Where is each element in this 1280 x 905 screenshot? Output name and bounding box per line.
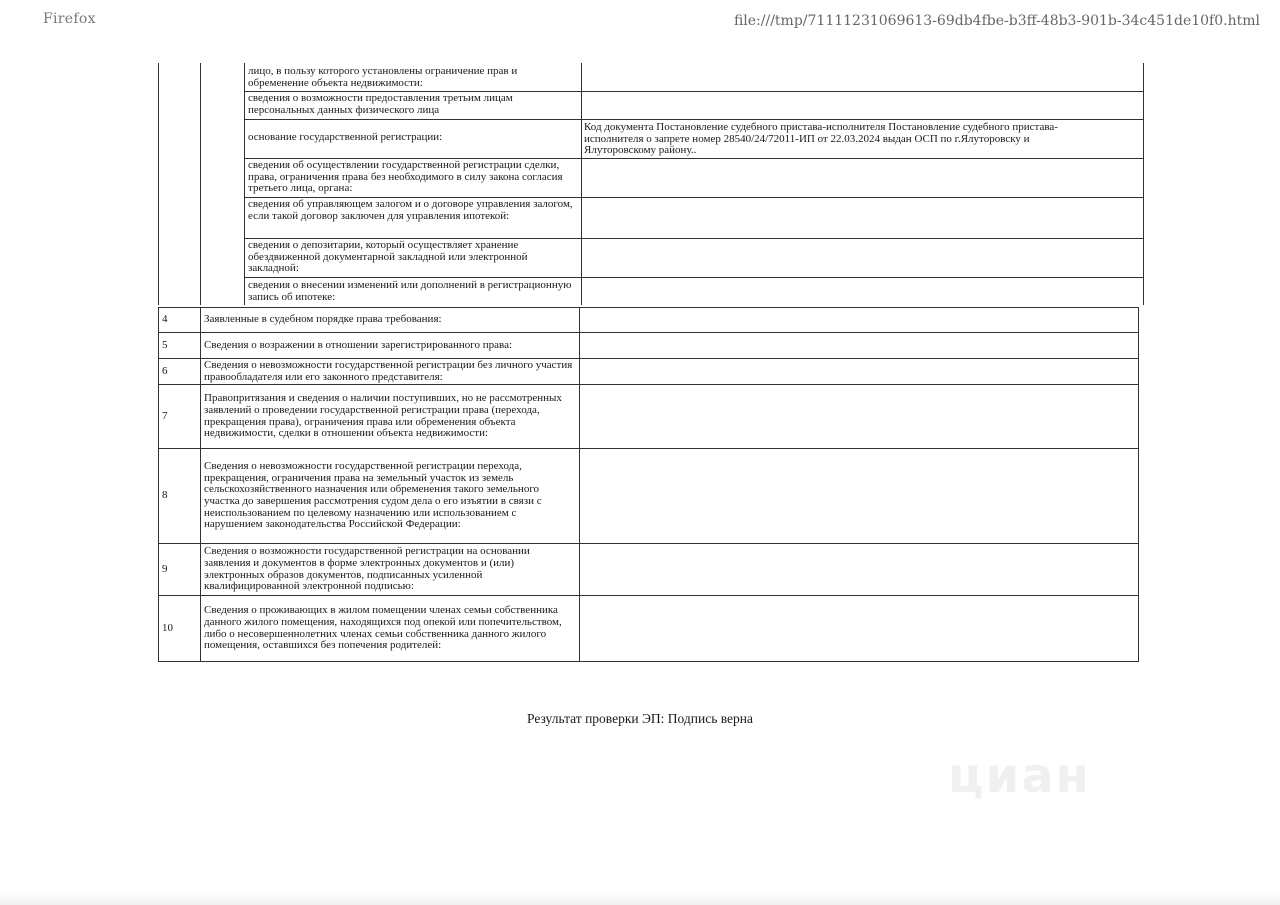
browser-name: Firefox — [43, 11, 96, 27]
table-row — [159, 385, 1139, 449]
row-label: Сведения о возражении в отношении зарегистрированного права: — [201, 333, 580, 359]
row-number: 8 — [159, 449, 201, 544]
section3-row-label: сведения о депозитарии, который осуществляет хранение обездвиженной документарной закладной или электронной закладной: — [248, 240, 528, 274]
table-row — [159, 449, 1139, 544]
row-number: 7 — [159, 385, 201, 449]
row-number: 5 — [159, 333, 201, 359]
table-row — [159, 596, 1139, 662]
table-row — [159, 544, 1139, 596]
row-label: Заявленные в судебном порядке права требования: — [201, 308, 580, 333]
row-value — [580, 544, 1139, 596]
table-row — [159, 308, 1139, 333]
section3-row-label: сведения о возможности предоставления третьим лицам персональных данных физического лица — [248, 93, 513, 116]
table-row — [159, 359, 1139, 385]
row-number: 6 — [159, 359, 201, 385]
section3-row-label: основание государственной регистрации: — [248, 132, 443, 143]
signature-check-result: Результат проверки ЭП: Подпись верна — [527, 711, 753, 726]
row-value — [580, 596, 1139, 662]
encumbrance-details-table — [158, 63, 1144, 305]
row-label: Сведения о невозможности государственной регистрации перехода, прекращения, ограничения права на земельный участок из земель сельскохозяйственного назначения или обременения такого земельного участка до завершения рассмотрения судом дела о его изъятии в связи с неиспользованием по целевому назначению или использованием с нарушением законодательства Российской Федерации: — [201, 449, 580, 544]
page-bottom-edge — [0, 891, 1280, 905]
section3-row-label: сведения об управляющем залогом и о договоре управления залогом, если такой договор заключен для управления ипотекой: — [248, 199, 573, 222]
row-value — [580, 385, 1139, 449]
row-number: 4 — [159, 308, 201, 333]
row-label: Сведения о возможности государственной регистрации на основании заявления и документов в форме электронных документов и (или) электронных образов документов, подписанных усиленной квалифицированной электронной подписью: — [201, 544, 580, 596]
cian-watermark: циан — [948, 748, 1091, 804]
row-number: 9 — [159, 544, 201, 596]
row-value — [580, 308, 1139, 333]
row-value — [580, 359, 1139, 385]
section3-row-label: сведения о внесении изменений или дополнений в регистрационную запись об ипотеке: — [248, 280, 572, 303]
page-url: file:///tmp/71111231069613-69db4fbe-b3ff-48b3-901b-34c451de10f0.html — [733, 13, 1260, 29]
section3-row-label: сведения об осуществлении государственной регистрации сделки, права, ограничения права без необходимого в силу закона согласия третьего лица, органа: — [248, 160, 563, 194]
table-row — [159, 333, 1139, 359]
row-number: 10 — [159, 596, 201, 662]
row-label: Сведения о проживающих в жилом помещении членах семьи собственника данного жилого помещения, находящихся под опекой или попечительством, либо о несовершеннолетних членах семьи собственника данного жилого помещения, оставшихся без попечения родителей: — [201, 596, 580, 662]
row-label: Правопритязания и сведения о наличии поступивших, но не рассмотренных заявлений о проведении государственной регистрации права (перехода, прекращения права), ограничения права или обременения объекта недвижимости, сделки в отношении объекта недвижимости: — [201, 385, 580, 449]
row-value — [580, 333, 1139, 359]
section3-row-label: лицо, в пользу которого установлены ограничение прав и обременение объекта недвижимости: — [248, 66, 518, 89]
row-value — [580, 449, 1139, 544]
row-label: Сведения о невозможности государственной регистрации без личного участия правообладателя или его законного представителя: — [201, 359, 580, 385]
registration-basis-value: Код документа Постановление судебного пристава-исполнителя Постановление судебного пристава-исполнителя о запрете номер 28540/24/72011-ИП от 22.03.2024 выдан ОСП по г.Ялуторовску и Ялуторовскому району.. — [584, 122, 1058, 156]
encumbrance-summary-table — [158, 307, 1139, 662]
